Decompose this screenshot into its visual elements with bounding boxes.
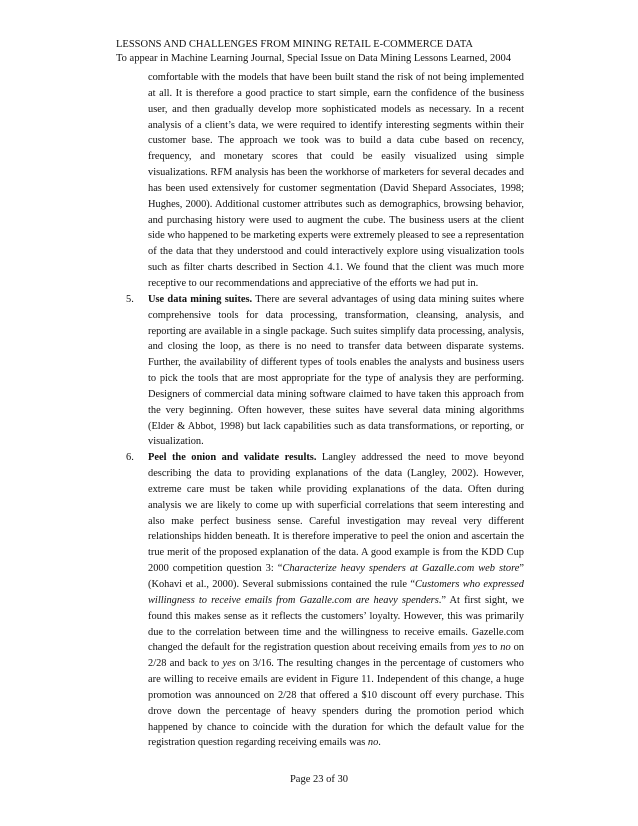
list-item-6 bbox=[126, 450, 525, 751]
item-body: ” (Kohavi et al., 2000). Several submissions contained the rule “ bbox=[148, 563, 524, 590]
italic-term: no bbox=[500, 642, 511, 654]
item-body: There are several advantages of using data mining suites where comprehensive tools for data processing, transformation, cleansing, analysis, and reporting are available in a single package. Such suites simplify data processing, analysis, and closing the loop, as there is no need to transfer data between disparate systems. Further, the availability of different types of tools enables the analysts and business users to pick the tools that are most appropriate for the type of analysis they are performing. Designers of commercial data mining software claimed to have taken this approach from the very beginning. Often however, these suites have several data mining algorithms (Elder & Abbot, 1998) but lack capabilities such as data transformations, or reporting, or visualization. bbox=[148, 293, 524, 448]
item-title: Peel the onion and validate results. bbox=[148, 452, 317, 464]
italic-term: no bbox=[367, 737, 379, 749]
italic-quote: Customers who expressed willingness to receive emails from Gazalle.com are heavy spenders bbox=[148, 579, 524, 606]
italic-term: yes bbox=[473, 642, 487, 654]
body-text bbox=[126, 70, 525, 751]
item-body: . bbox=[378, 737, 381, 749]
item-body: on 3/16. The resulting changes in the percentage of customers who are willing to receive emails are evident in Figure 11. Independent of this change, a huge promotion was announced on 2/28 that offered a $10 discount off every purchase. This drove down the percentage of heavy spenders during the promotion period which happened by chance to coincide with the duration for which the default value for the registration question regarding receiving emails was bbox=[148, 658, 525, 749]
running-header bbox=[116, 38, 546, 66]
italic-quote: Characterize heavy spenders at Gazalle.com web store bbox=[282, 563, 520, 575]
item-body: .” At first sight, we found this makes sense as it reflects the customers’ loyalty. However, this was primarily due to the correlation between time and the willingness to receive emails. Gazelle.com changed the default for the registration question about receiving emails from bbox=[148, 594, 525, 654]
header-title: LESSONS AND CHALLENGES FROM MINING RETAIL E-COMMERCE DATA bbox=[116, 39, 473, 50]
page-number: Page 23 of 30 bbox=[289, 774, 349, 785]
italic-term: yes bbox=[222, 658, 236, 670]
list-item-text bbox=[148, 450, 524, 751]
item-body: Langley addressed the need to move beyond describing the data to providing explanations of the data (Langley, 2002). However, extreme care must be taken while providing explanations of the data. Often during analysis we are likely to come up with superficial correlations that seem interesting and also make perfect business sense. Careful investigation may reveal very different relationships hidden beneath. It is therefore imperative to peel the onion and ascertain the true merit of the proposed explanation of the data. A good example is from the KDD Cup 2000 competition question 3: “ bbox=[148, 452, 524, 575]
item-body: on 2/28 and back to bbox=[148, 642, 524, 670]
list-number: 6. bbox=[126, 452, 134, 464]
header-subtitle: To appear in Machine Learning Journal, Special Issue on Data Mining Lessons Learned, 2004 bbox=[116, 53, 511, 64]
item-body: to bbox=[486, 642, 501, 654]
continued-paragraph: comfortable with the models that have been built stand the risk of not being implemented at all. It is therefore a good practice to start simple, earn the confidence of the business user, and then gradually develop more sophisticated models as necessary. In a recent analysis of a client’s data, we were required to identify interesting segments within their customer base. The approach we took was to build a data cube based on recency, frequency, and monetary scores that could be easily visualized using simple visualizations. RFM analysis has been the workhorse of marketers for several decades and has been used extensively for customer segmentation (David Shepard Associates, 1998; Hughes, 2000). Additional customer attributes such as demographics, browsing behavior, and purchasing history were used to augment the cube. The business users at the client side who happened to be marketing experts were extremely pleased to see a representation of the data that they understood and could interactively explore using visualization tools such as filter charts described in Section 4.1. We found that the client was much more receptive to our recommendations and appreciative of the efforts we had put in. bbox=[148, 72, 524, 289]
list-number: 5. bbox=[126, 293, 134, 305]
list-item-5 bbox=[126, 292, 524, 450]
list-item-text bbox=[148, 292, 524, 450]
item-title: Use data mining suites. bbox=[148, 293, 253, 305]
